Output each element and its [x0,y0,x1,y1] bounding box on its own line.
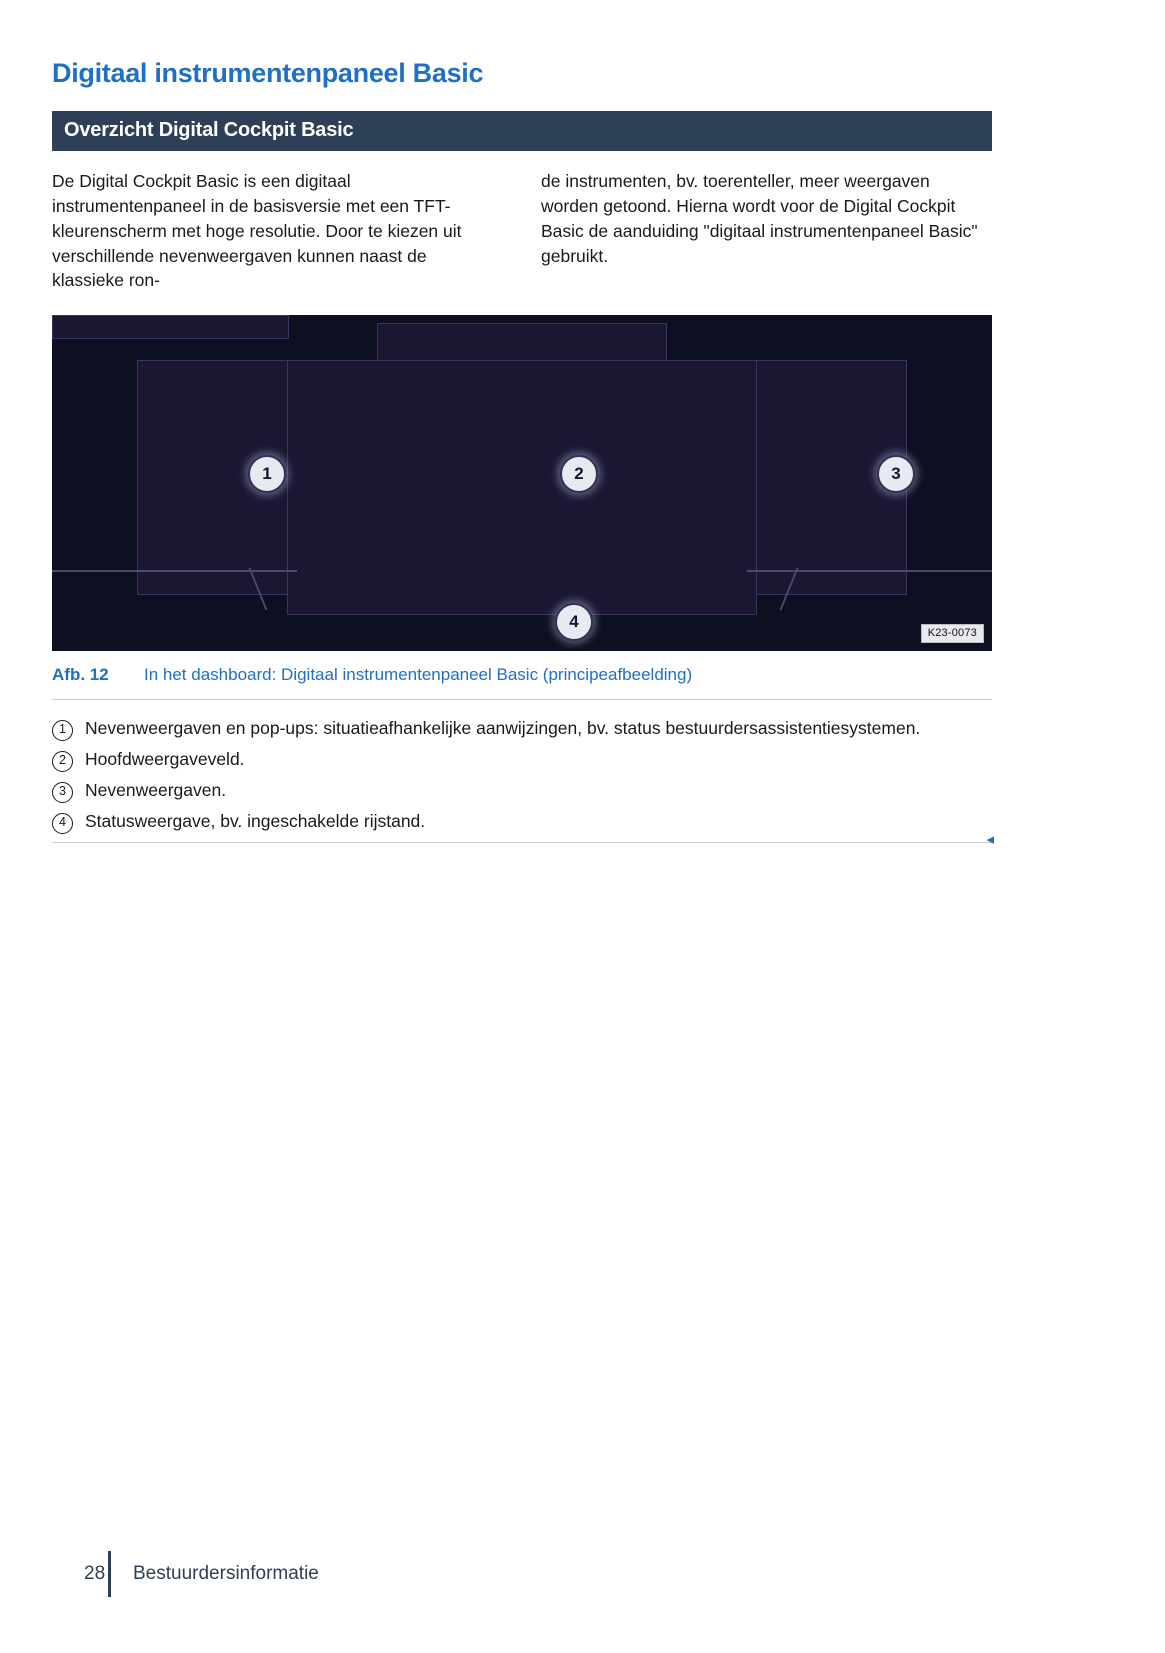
section-end-rule [52,831,994,849]
page-footer [52,1551,1052,1597]
footer-divider [108,1551,111,1597]
figure-caption [52,665,992,685]
figure-image-code: K23-0073 [921,624,984,643]
figure-legend [52,716,992,834]
legend-number-icon: 3 [52,782,73,803]
figure-callout-3: 3 [877,455,915,493]
legend-number-icon: 1 [52,720,73,741]
legend-item-text: Nevenweergaven. [85,780,227,801]
body-column-right [541,169,992,293]
legend-item-text: Hoofdweergaveveld. [85,749,245,770]
caption-divider [52,699,992,700]
legend-item [52,809,992,834]
figure-image [52,315,992,651]
figure-callout-2: 2 [560,455,598,493]
body-columns [52,169,992,293]
legend-item-text: Statusweergave, bv. ingeschakelde rijstand. [85,811,426,832]
figure-callout-1: 1 [248,455,286,493]
footer-chapter-title: Bestuurdersinformatie [133,1563,319,1584]
section-end-marker-icon: ◂ [986,831,994,849]
figure-caption-label: Afb. 12 [52,665,109,685]
instrument-cluster-illustration [52,315,992,651]
legend-item-text: Nevenweergaven en pop-ups: situatieafhankelijke aanwijzingen, bv. status bestuurdersassistentiesystemen. [85,718,921,739]
body-text-left: De Digital Cockpit Basic is een digitaal instrumentenpaneel in de basisversie met een TFT-kleurenscherm met hoge resolutie. Door te kiezen uit verschillende nevenweergaven kunnen naast de klassieke ron- [52,171,462,291]
page-number: 28 [84,1563,106,1584]
body-text-right: de instrumenten, bv. toerenteller, meer weergaven worden getoond. Hierna wordt voor de Digital Cockpit Basic de aanduiding "digitaal instrumentenpaneel Basic" gebruikt. [541,171,978,266]
figure-callout-4: 4 [555,603,593,641]
page-title: Digitaal instrumentenpaneel Basic [52,58,484,88]
legend-number-icon: 4 [52,813,73,834]
figure-caption-text: In het dashboard: Digitaal instrumentenpaneel Basic (principeafbeelding) [144,665,693,685]
section-heading: Overzicht Digital Cockpit Basic [52,111,992,151]
body-column-left [52,169,503,293]
legend-item [52,778,992,803]
legend-item [52,747,992,772]
page-content [52,58,1052,849]
legend-item [52,716,992,741]
legend-number-icon: 2 [52,751,73,772]
cluster-status-strip [52,315,289,339]
cluster-main-panel [287,360,757,615]
